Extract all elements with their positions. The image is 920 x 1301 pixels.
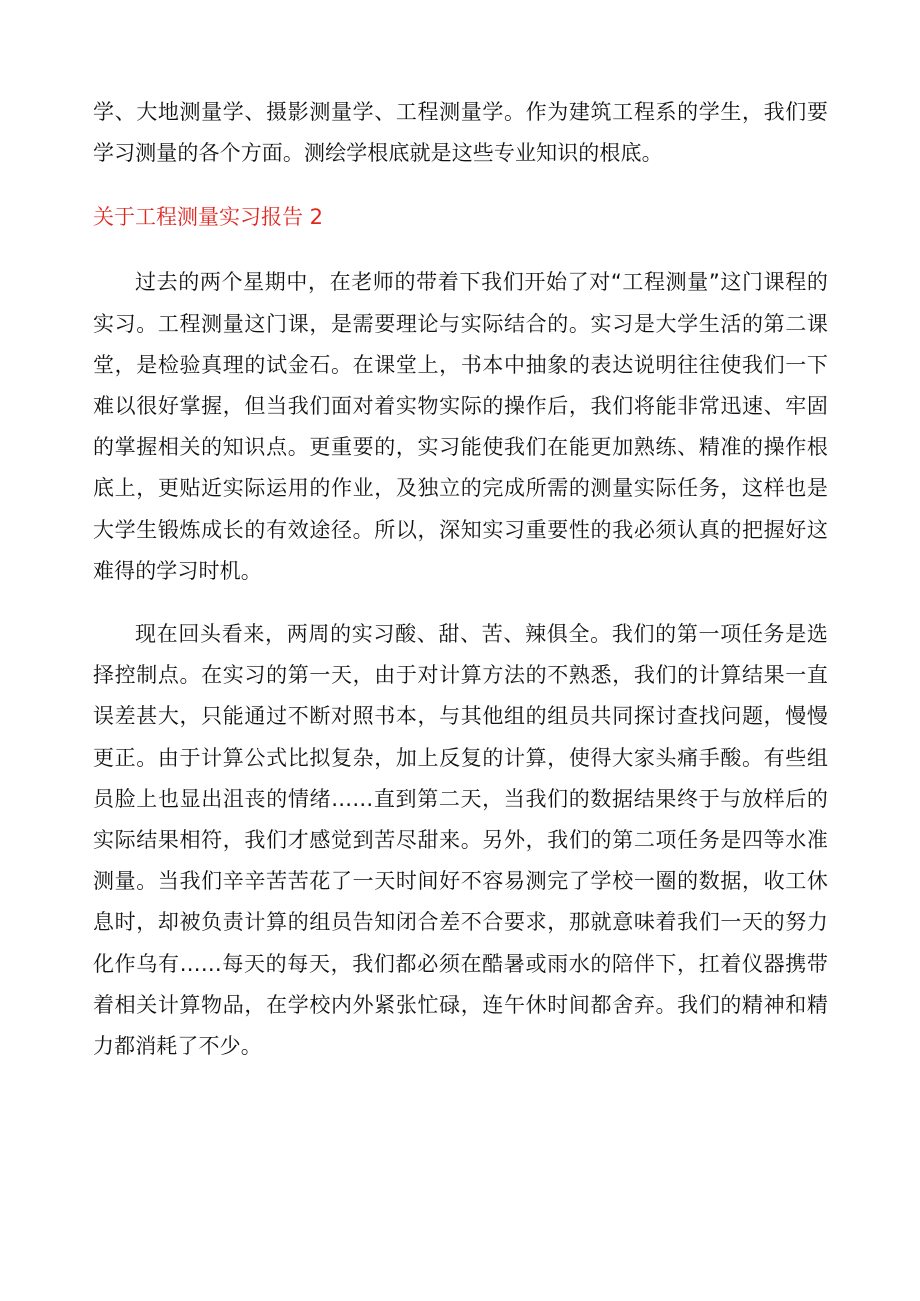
intro-paragraph: 学、大地测量学、摄影测量学、工程测量学。作为建筑工程系的学生，我们要学习测量的各个方面。测绘学根底就是这些专业知识的根底。: [93, 100, 828, 166]
body-paragraph-1: 过去的两个星期中，在老师的带着下我们开始了对“工程测量”这门课程的实习。工程测量这门课，是需要理论与实际结合的。实习是大学生活的第二课堂，是检验真理的试金石。在课堂上，书本中抽象的表达说明往往使我们一下难以很好掌握，但当我们面对着实物实际的操作后，我们将能非常迅速、牢固的掌握相关的知识点。更重要的，实习能使我们在能更加熟练、精准的操作根底上，更贴近实际运用的作业，及独立的完成所需的测量实际任务，这样也是大学生锻炼成长的有效途径。所以，深知实习重要性的我必须认真的把握好这难得的学习时机。: [93, 270, 828, 583]
body-paragraph-2: 现在回头看来，两周的实习酸、甜、苦、辣俱全。我们的第一项任务是选择控制点。在实习的第一天，由于对计算方法的不熟悉，我们的计算结果一直误差甚大，只能通过不断对照书本，与其他组的组员共同探讨查找问题，慢慢更正。由于计算公式比拟复杂，加上反复的计算，使得大家头痛手酸。有些组员脸上也显出沮丧的情绪……直到第二天，当我们的数据结果终于与放样后的实际结果相符，我们才感觉到苦尽甜来。另外，我们的第二项任务是四等水准测量。当我们辛辛苦苦花了一天时间好不容易测完了学校一圈的数据，收工休息时，却被负责计算的组员告知闭合差不合要求，那就意味着我们一天的努力化作乌有……每天的每天，我们都必须在酷暑或雨水的陪伴下，扛着仪器携带着相关计算物品，在学校内外紧张忙碌，连午休时间都舍弃。我们的精神和精力都消耗了不少。: [93, 622, 828, 1059]
document-body: [93, 92, 828, 1067]
section-heading: 关于工程测量实习报告 2: [93, 205, 324, 230]
